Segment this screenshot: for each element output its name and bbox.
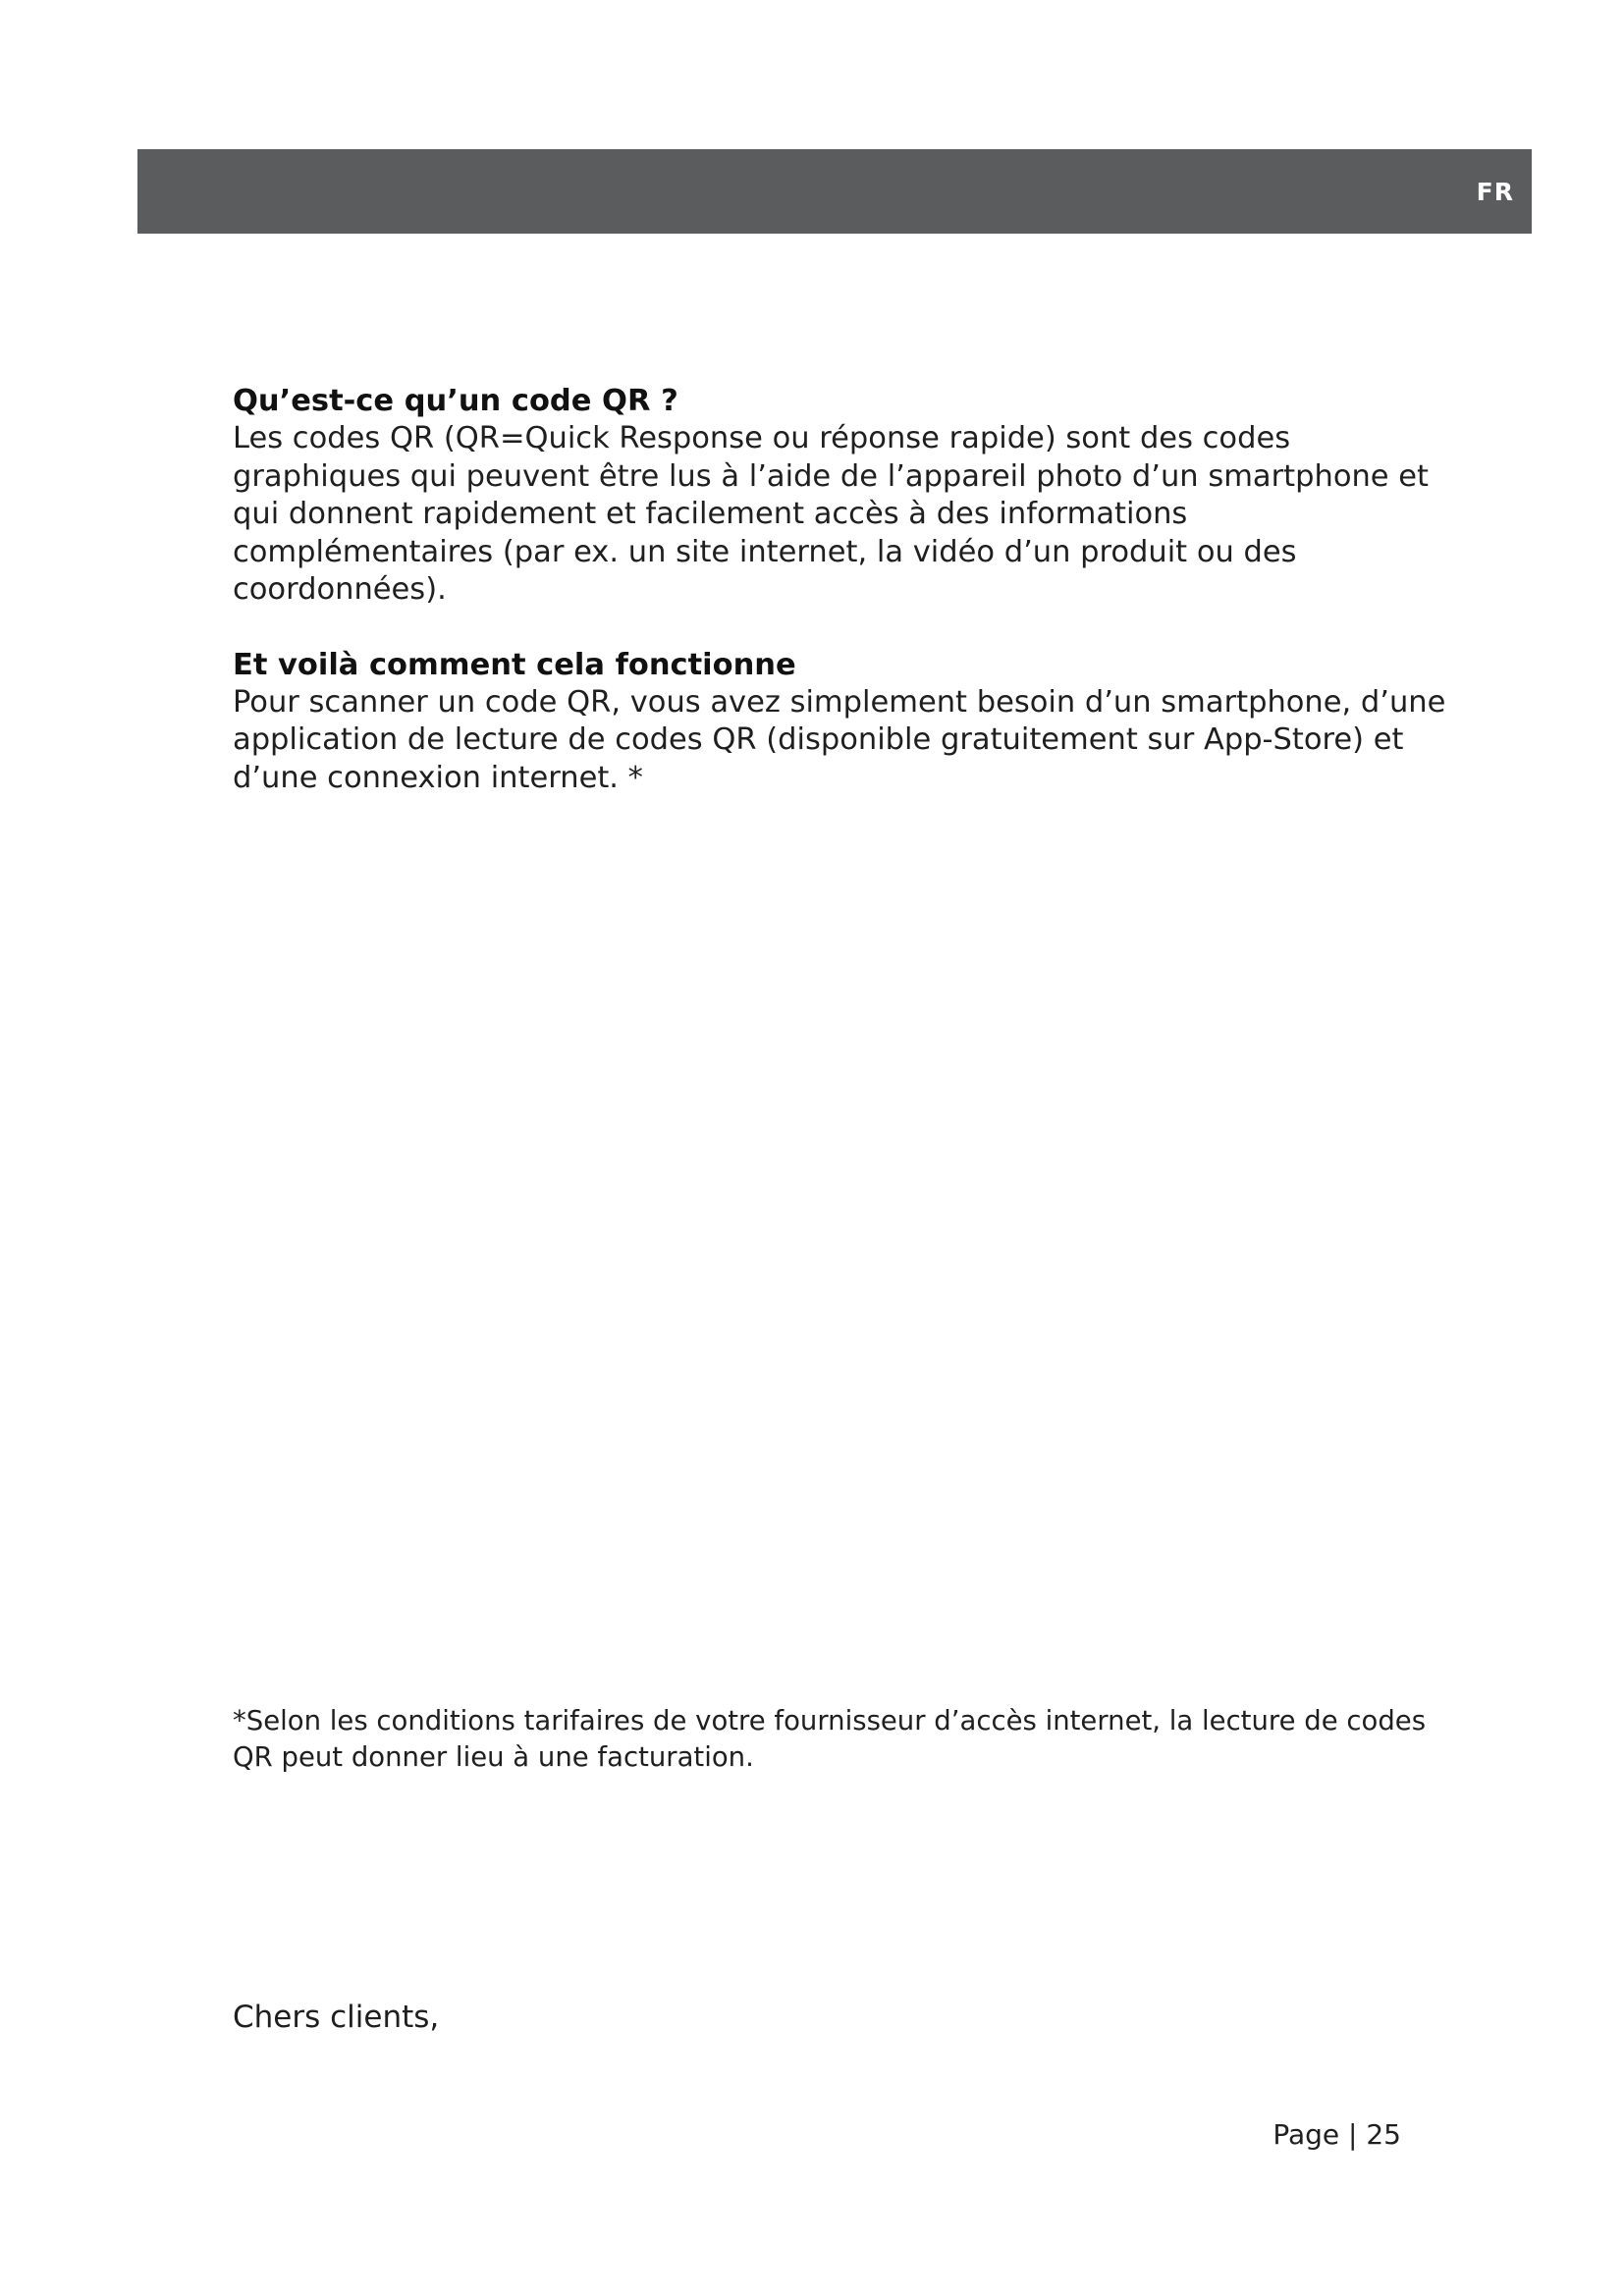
main-content [233,383,1450,797]
section-what-is-qr [233,383,1450,610]
greeting: Chers clients, [233,2000,440,2035]
page-number: Page | 25 [1272,2118,1401,2151]
language-label: FR [1476,178,1514,206]
section-title: Qu’est-ce qu’un code QR ? [233,384,678,418]
section-body: Pour scanner un code QR, vous avez simplement besoin d’un smartphone, d’une application de lecture de codes QR (disponible gratuitement sur App-Store) et d’une connexion internet. * [233,684,1446,795]
header-bar [137,149,1532,234]
section-body: Les codes QR (QR=Quick Response ou réponse rapide) sont des codes graphiques qui peuvent être lus à l’aide de l’appareil photo d’un smartphone et qui donnent rapidement et facilement accès à des informations complémentaires (par ex. un site internet, la vidéo d’un produit ou des coordonnées). [233,421,1429,607]
section-how-it-works [233,647,1450,798]
section-title: Et voilà comment cela fonctionne [233,647,796,682]
footnote: *Selon les conditions tarifaires de votre fournisseur d’accès internet, la lecture de codes QR peut donner lieu à une facturation. [233,1705,1427,1773]
